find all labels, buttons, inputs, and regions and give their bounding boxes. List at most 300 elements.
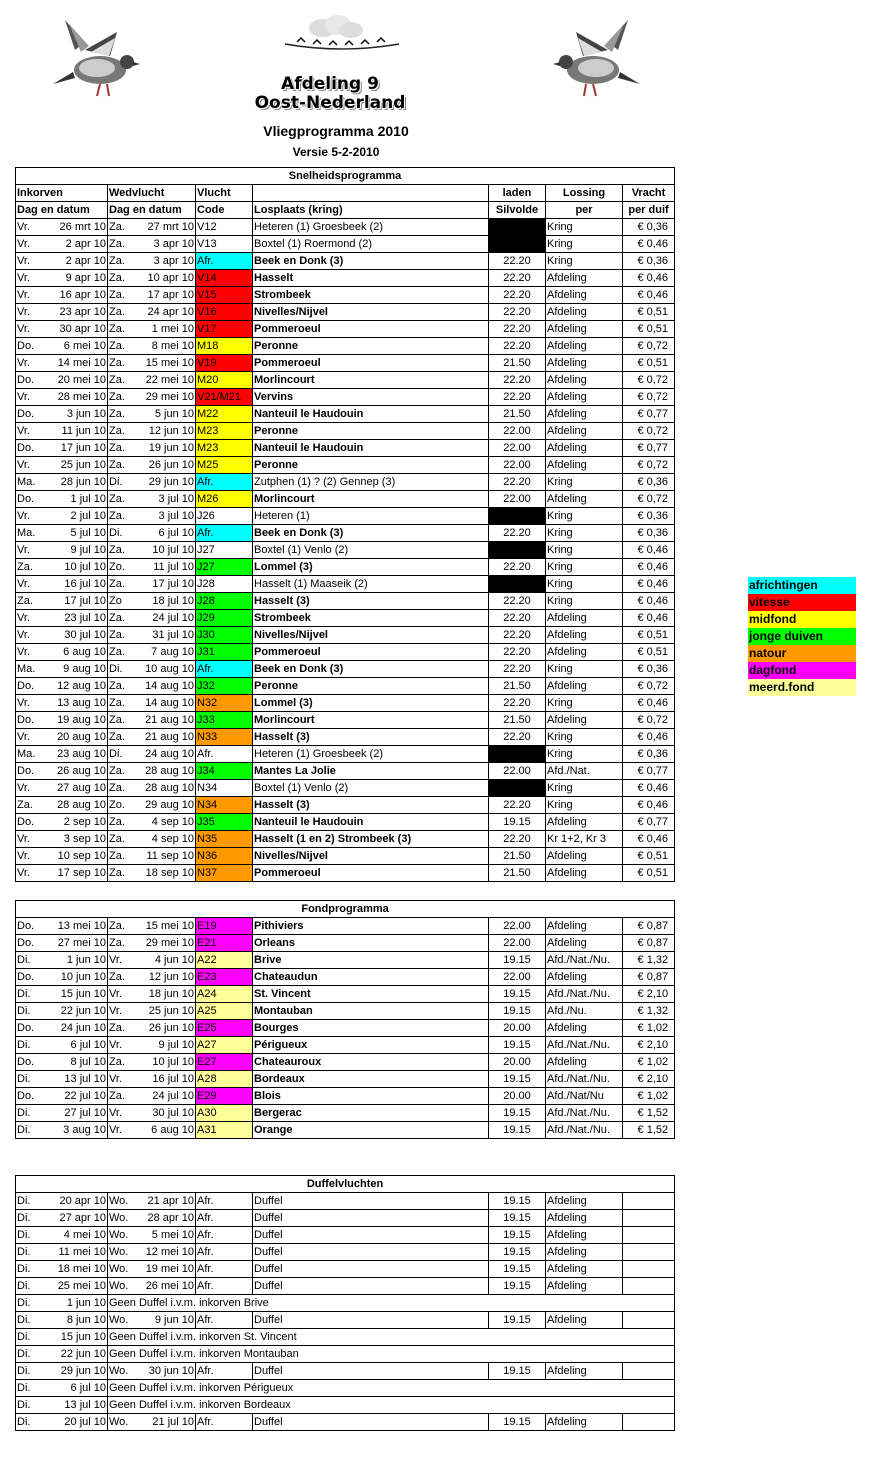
inkorf-date: 22 jul 10 bbox=[44, 1088, 108, 1105]
inkorf-day: Di. bbox=[16, 1122, 44, 1139]
vlucht-day: Za. bbox=[108, 372, 136, 389]
load-time: 22.20 bbox=[489, 610, 546, 627]
inkorf-day: Do. bbox=[16, 372, 44, 389]
release-scope: Afd./Nat/Nu bbox=[546, 1088, 623, 1105]
load-time: 19.15 bbox=[489, 1003, 546, 1020]
vlucht-day: Wo. bbox=[108, 1278, 136, 1295]
flight-code: Afr. bbox=[196, 1363, 253, 1380]
inkorf-day: Vr. bbox=[16, 304, 44, 321]
vlucht-date: 26 jun 10 bbox=[136, 457, 196, 474]
inkorf-date: 20 aug 10 bbox=[44, 729, 108, 746]
vlucht-date: 29 mei 10 bbox=[136, 935, 196, 952]
table-row bbox=[16, 236, 675, 253]
inkorf-day: Di. bbox=[16, 1295, 44, 1312]
vlucht-date: 18 jul 10 bbox=[136, 593, 196, 610]
club-title-line1: Afdeling 9 bbox=[281, 74, 379, 94]
vlucht-date: 9 jul 10 bbox=[136, 1037, 196, 1054]
price-per-bird: € 0,46 bbox=[623, 695, 675, 712]
inkorf-date: 13 mei 10 bbox=[44, 918, 108, 935]
inkorf-day: Za. bbox=[16, 593, 44, 610]
inkorf-date: 17 sep 10 bbox=[44, 865, 108, 882]
inkorf-date: 3 aug 10 bbox=[44, 1122, 108, 1139]
inkorf-date: 11 mei 10 bbox=[44, 1244, 108, 1261]
inkorf-date: 29 jun 10 bbox=[44, 1363, 108, 1380]
club-title-line2: Oost-Nederland bbox=[254, 93, 406, 113]
release-place: Duffel bbox=[253, 1244, 489, 1261]
release-scope: Afdeling bbox=[546, 865, 623, 882]
vlucht-date: 30 jun 10 bbox=[136, 1363, 196, 1380]
inkorf-day: Vr. bbox=[16, 644, 44, 661]
table-row bbox=[16, 1054, 675, 1071]
release-place: Heteren (1) Groesbeek (2) bbox=[253, 219, 489, 236]
table-row bbox=[16, 1193, 675, 1210]
vlucht-date: 25 jun 10 bbox=[136, 1003, 196, 1020]
table-row bbox=[16, 678, 675, 695]
vlucht-date: 29 mei 10 bbox=[136, 389, 196, 406]
release-place: Peronne bbox=[253, 457, 489, 474]
vlucht-date: 21 aug 10 bbox=[136, 712, 196, 729]
vlucht-date: 10 apr 10 bbox=[136, 270, 196, 287]
vlucht-day: Za. bbox=[108, 440, 136, 457]
flight-code: Afr. bbox=[196, 1193, 253, 1210]
inkorf-date: 30 apr 10 bbox=[44, 321, 108, 338]
inkorf-date: 15 jun 10 bbox=[44, 986, 108, 1003]
price-per-bird bbox=[623, 1363, 675, 1380]
release-place: Nivelles/Nijvel bbox=[253, 848, 489, 865]
flight-code: Afr. bbox=[196, 1227, 253, 1244]
table-row bbox=[16, 491, 675, 508]
price-per-bird: € 1,32 bbox=[623, 952, 675, 969]
table-row bbox=[16, 848, 675, 865]
table-row bbox=[16, 1227, 675, 1244]
vlucht-day: Wo. bbox=[108, 1227, 136, 1244]
flight-code: E29 bbox=[196, 1088, 253, 1105]
vlucht-day: Za. bbox=[108, 338, 136, 355]
release-place: Montauban bbox=[253, 1003, 489, 1020]
column-header: per duif bbox=[623, 202, 675, 219]
load-time: 21.50 bbox=[489, 865, 546, 882]
release-scope: Kring bbox=[546, 236, 623, 253]
inkorf-day: Vr. bbox=[16, 576, 44, 593]
flight-code: J33 bbox=[196, 712, 253, 729]
flight-code: N34 bbox=[196, 797, 253, 814]
release-place: Nanteuil le Haudouin bbox=[253, 814, 489, 831]
vlucht-date: 19 mei 10 bbox=[136, 1261, 196, 1278]
table-row bbox=[16, 1414, 675, 1431]
release-place: Duffel bbox=[253, 1363, 489, 1380]
flight-code: Afr. bbox=[196, 1278, 253, 1295]
price-per-bird: € 0,77 bbox=[623, 814, 675, 831]
flight-code: N34 bbox=[196, 780, 253, 797]
load-time: 22.20 bbox=[489, 321, 546, 338]
inkorf-date: 26 mrt 10 bbox=[44, 219, 108, 236]
column-header: Lossing bbox=[546, 185, 623, 202]
inkorf-date: 17 jul 10 bbox=[44, 593, 108, 610]
flight-code: M18 bbox=[196, 338, 253, 355]
inkorf-date: 16 jul 10 bbox=[44, 576, 108, 593]
inkorf-day: Di. bbox=[16, 1312, 44, 1329]
release-place: Hasselt (1) Maaseik (2) bbox=[253, 576, 489, 593]
table-row bbox=[16, 712, 675, 729]
vlucht-date: 28 apr 10 bbox=[136, 1210, 196, 1227]
release-place: Chateaudun bbox=[253, 969, 489, 986]
price-per-bird: € 0,46 bbox=[623, 729, 675, 746]
load-time: 22.20 bbox=[489, 797, 546, 814]
inkorf-day: Vr. bbox=[16, 355, 44, 372]
inkorf-date: 4 mei 10 bbox=[44, 1227, 108, 1244]
vlucht-day: Za. bbox=[108, 253, 136, 270]
release-scope: Afdeling bbox=[546, 406, 623, 423]
vlucht-date: 3 apr 10 bbox=[136, 236, 196, 253]
flight-code: Afr. bbox=[196, 661, 253, 678]
table-row bbox=[16, 1210, 675, 1227]
inkorf-day: Vr. bbox=[16, 865, 44, 882]
load-time: 20.00 bbox=[489, 1054, 546, 1071]
release-place: Nanteuil le Haudouin bbox=[253, 406, 489, 423]
flight-code: Afr. bbox=[196, 746, 253, 763]
inkorf-day: Do. bbox=[16, 763, 44, 780]
inkorf-date: 28 mei 10 bbox=[44, 389, 108, 406]
load-time: 20.00 bbox=[489, 1020, 546, 1037]
flight-code: N33 bbox=[196, 729, 253, 746]
load-time: 19.15 bbox=[489, 1210, 546, 1227]
flight-code: A25 bbox=[196, 1003, 253, 1020]
table-row bbox=[16, 814, 675, 831]
vlucht-day: Za. bbox=[108, 814, 136, 831]
vlucht-date: 29 aug 10 bbox=[136, 797, 196, 814]
release-scope: Afdeling bbox=[546, 678, 623, 695]
vlucht-date: 15 mei 10 bbox=[136, 918, 196, 935]
flight-code: Afr. bbox=[196, 525, 253, 542]
release-place: Hasselt (3) bbox=[253, 593, 489, 610]
release-scope: Afdeling bbox=[546, 287, 623, 304]
inkorf-date: 15 jun 10 bbox=[44, 1329, 108, 1346]
vlucht-day: Za. bbox=[108, 491, 136, 508]
release-scope: Afdeling bbox=[546, 389, 623, 406]
column-header: Inkorven bbox=[16, 185, 108, 202]
inkorf-date: 13 jul 10 bbox=[44, 1397, 108, 1414]
price-per-bird: € 0,77 bbox=[623, 440, 675, 457]
load-time: 19.15 bbox=[489, 1037, 546, 1054]
inkorf-date: 13 jul 10 bbox=[44, 1071, 108, 1088]
table-header-row bbox=[16, 202, 675, 219]
inkorf-day: Vr. bbox=[16, 831, 44, 848]
inkorf-day: Vr. bbox=[16, 508, 44, 525]
vlucht-date: 7 aug 10 bbox=[136, 644, 196, 661]
no-flight-note: Geen Duffel i.v.m. inkorven Brive bbox=[108, 1295, 675, 1312]
load-time: 22.00 bbox=[489, 457, 546, 474]
inkorf-date: 6 jul 10 bbox=[44, 1037, 108, 1054]
load-time: 22.20 bbox=[489, 304, 546, 321]
column-header: Losplaats (kring) bbox=[253, 202, 489, 219]
price-per-bird bbox=[623, 1210, 675, 1227]
price-per-bird: € 0,87 bbox=[623, 935, 675, 952]
release-place: Hasselt bbox=[253, 270, 489, 287]
load-time: 19.15 bbox=[489, 1122, 546, 1139]
table-row bbox=[16, 1346, 675, 1363]
vlucht-date: 10 aug 10 bbox=[136, 661, 196, 678]
fond-title-row bbox=[16, 901, 675, 918]
flight-code: M25 bbox=[196, 457, 253, 474]
release-scope: Kring bbox=[546, 695, 623, 712]
flight-code: M26 bbox=[196, 491, 253, 508]
vlucht-date: 10 jul 10 bbox=[136, 542, 196, 559]
table-row bbox=[16, 1397, 675, 1414]
flight-code: V19 bbox=[196, 355, 253, 372]
table-row bbox=[16, 287, 675, 304]
inkorf-date: 12 aug 10 bbox=[44, 678, 108, 695]
vlucht-day: Za. bbox=[108, 576, 136, 593]
release-place: Blois bbox=[253, 1088, 489, 1105]
release-place: Mantes La Jolie bbox=[253, 763, 489, 780]
flight-code: J32 bbox=[196, 678, 253, 695]
release-place: Strombeek bbox=[253, 287, 489, 304]
release-scope: Afdeling bbox=[546, 1414, 623, 1431]
price-per-bird bbox=[623, 1193, 675, 1210]
vlucht-day: Za. bbox=[108, 610, 136, 627]
inkorf-day: Di. bbox=[16, 1003, 44, 1020]
load-time: 19.15 bbox=[489, 952, 546, 969]
table-row bbox=[16, 661, 675, 678]
vlucht-date: 18 sep 10 bbox=[136, 865, 196, 882]
table-row bbox=[16, 969, 675, 986]
release-place: Pommeroeul bbox=[253, 865, 489, 882]
table-row bbox=[16, 1363, 675, 1380]
release-place: Duffel bbox=[253, 1261, 489, 1278]
table-row bbox=[16, 576, 675, 593]
flight-code: J29 bbox=[196, 610, 253, 627]
release-place: Bourges bbox=[253, 1020, 489, 1037]
inkorf-day: Di. bbox=[16, 1261, 44, 1278]
release-scope: Afd./Nu. bbox=[546, 1003, 623, 1020]
flight-code: Afr. bbox=[196, 1244, 253, 1261]
table-row bbox=[16, 935, 675, 952]
vlucht-day: Wo. bbox=[108, 1312, 136, 1329]
vlucht-day: Za. bbox=[108, 1088, 136, 1105]
load-time: 22.20 bbox=[489, 593, 546, 610]
version-label: Versie 5-2-2010 bbox=[292, 145, 380, 159]
release-place: Duffel bbox=[253, 1278, 489, 1295]
flight-code: V12 bbox=[196, 219, 253, 236]
inkorf-date: 20 apr 10 bbox=[44, 1193, 108, 1210]
release-scope: Afdeling bbox=[546, 848, 623, 865]
table-row bbox=[16, 1088, 675, 1105]
inkorf-date: 10 sep 10 bbox=[44, 848, 108, 865]
table-row bbox=[16, 918, 675, 935]
column-header: Vracht bbox=[623, 185, 675, 202]
inkorf-day: Vr. bbox=[16, 389, 44, 406]
price-per-bird: € 0,87 bbox=[623, 969, 675, 986]
flight-code: A22 bbox=[196, 952, 253, 969]
price-per-bird: € 0,51 bbox=[623, 644, 675, 661]
load-time: 22.20 bbox=[489, 729, 546, 746]
price-per-bird: € 1,52 bbox=[623, 1105, 675, 1122]
snelheid-title-row bbox=[16, 168, 675, 185]
release-scope: Kring bbox=[546, 576, 623, 593]
vlucht-date: 3 jul 10 bbox=[136, 491, 196, 508]
load-time: 19.15 bbox=[489, 814, 546, 831]
duffel-title: Duffelvluchten bbox=[16, 1176, 675, 1193]
load-time: 22.00 bbox=[489, 763, 546, 780]
vlucht-day: Za. bbox=[108, 848, 136, 865]
inkorf-day: Di. bbox=[16, 1227, 44, 1244]
load-time: 22.00 bbox=[489, 918, 546, 935]
release-place: Morlincourt bbox=[253, 712, 489, 729]
flight-code: N35 bbox=[196, 831, 253, 848]
column-header: Silvolde bbox=[489, 202, 546, 219]
vlucht-day: Za. bbox=[108, 321, 136, 338]
flight-code: V17 bbox=[196, 321, 253, 338]
price-per-bird: € 0,36 bbox=[623, 219, 675, 236]
flight-code: J31 bbox=[196, 644, 253, 661]
release-place: Chateauroux bbox=[253, 1054, 489, 1071]
inkorf-day: Za. bbox=[16, 559, 44, 576]
inkorf-date: 2 sep 10 bbox=[44, 814, 108, 831]
flight-code: Afr. bbox=[196, 1210, 253, 1227]
release-scope: Kring bbox=[546, 780, 623, 797]
inkorf-day: Do. bbox=[16, 406, 44, 423]
vlucht-day: Di. bbox=[108, 746, 136, 763]
vlucht-day: Di. bbox=[108, 525, 136, 542]
column-header: Dag en datum bbox=[108, 202, 196, 219]
price-per-bird bbox=[623, 1414, 675, 1431]
release-scope: Afdeling bbox=[546, 304, 623, 321]
release-scope: Afdeling bbox=[546, 321, 623, 338]
inkorf-day: Do. bbox=[16, 678, 44, 695]
vlucht-date: 5 jun 10 bbox=[136, 406, 196, 423]
inkorf-date: 22 jun 10 bbox=[44, 1003, 108, 1020]
load-time: 22.00 bbox=[489, 935, 546, 952]
load-time: 22.00 bbox=[489, 423, 546, 440]
table-row bbox=[16, 219, 675, 236]
price-per-bird: € 1,32 bbox=[623, 1003, 675, 1020]
table-row bbox=[16, 865, 675, 882]
inkorf-date: 18 mei 10 bbox=[44, 1261, 108, 1278]
inkorf-day: Vr. bbox=[16, 321, 44, 338]
inkorf-date: 23 apr 10 bbox=[44, 304, 108, 321]
inkorf-date: 9 jul 10 bbox=[44, 542, 108, 559]
vlucht-day: Za. bbox=[108, 406, 136, 423]
flight-code: J27 bbox=[196, 559, 253, 576]
release-scope: Afdeling bbox=[546, 338, 623, 355]
release-place: St. Vincent bbox=[253, 986, 489, 1003]
flight-code: V13 bbox=[196, 236, 253, 253]
flight-code: A31 bbox=[196, 1122, 253, 1139]
legend-item: dagfond bbox=[748, 662, 856, 679]
price-per-bird: € 0,77 bbox=[623, 406, 675, 423]
flight-code: J35 bbox=[196, 814, 253, 831]
load-time: 19.15 bbox=[489, 1071, 546, 1088]
vlucht-date: 14 aug 10 bbox=[136, 678, 196, 695]
table-row bbox=[16, 729, 675, 746]
flight-code: V15 bbox=[196, 287, 253, 304]
table-row bbox=[16, 1037, 675, 1054]
price-per-bird: € 0,46 bbox=[623, 797, 675, 814]
release-scope: Afd./Nat./Nu. bbox=[546, 1071, 623, 1088]
inkorf-day: Di. bbox=[16, 1397, 44, 1414]
price-per-bird bbox=[623, 1261, 675, 1278]
price-per-bird: € 1,02 bbox=[623, 1054, 675, 1071]
release-place: Beek en Donk (3) bbox=[253, 253, 489, 270]
inkorf-date: 6 aug 10 bbox=[44, 644, 108, 661]
cloud-birds-icon bbox=[283, 14, 401, 59]
release-scope: Kring bbox=[546, 508, 623, 525]
price-per-bird: € 0,72 bbox=[623, 389, 675, 406]
release-scope: Kring bbox=[546, 542, 623, 559]
flight-code: A27 bbox=[196, 1037, 253, 1054]
load-time: 22.20 bbox=[489, 559, 546, 576]
pigeon-right-icon bbox=[553, 12, 648, 107]
vlucht-date: 9 jun 10 bbox=[136, 1312, 196, 1329]
inkorf-day: Di. bbox=[16, 986, 44, 1003]
vlucht-date: 18 jun 10 bbox=[136, 986, 196, 1003]
load-time bbox=[489, 219, 546, 236]
vlucht-day: Vr. bbox=[108, 1037, 136, 1054]
release-place: Pommeroeul bbox=[253, 644, 489, 661]
inkorf-date: 3 jun 10 bbox=[44, 406, 108, 423]
price-per-bird: € 0,46 bbox=[623, 542, 675, 559]
flight-code: Afr. bbox=[196, 474, 253, 491]
price-per-bird: € 0,51 bbox=[623, 865, 675, 882]
duffel-table bbox=[15, 1175, 675, 1431]
release-scope: Afdeling bbox=[546, 457, 623, 474]
price-per-bird: € 0,46 bbox=[623, 236, 675, 253]
price-per-bird: € 0,77 bbox=[623, 763, 675, 780]
price-per-bird bbox=[623, 1227, 675, 1244]
inkorf-day: Di. bbox=[16, 1244, 44, 1261]
vlucht-day: Za. bbox=[108, 304, 136, 321]
vlucht-date: 12 jun 10 bbox=[136, 969, 196, 986]
release-scope: Afdeling bbox=[546, 644, 623, 661]
release-place: Orleans bbox=[253, 935, 489, 952]
load-time: 19.15 bbox=[489, 1105, 546, 1122]
inkorf-day: Vr. bbox=[16, 542, 44, 559]
load-time: 22.20 bbox=[489, 338, 546, 355]
load-time: 19.15 bbox=[489, 1193, 546, 1210]
vlucht-day: Vr. bbox=[108, 1105, 136, 1122]
load-time bbox=[489, 746, 546, 763]
inkorf-day: Di. bbox=[16, 1380, 44, 1397]
release-scope: Afd./Nat./Nu. bbox=[546, 1037, 623, 1054]
release-scope: Afdeling bbox=[546, 440, 623, 457]
flight-code: A24 bbox=[196, 986, 253, 1003]
table-row bbox=[16, 1244, 675, 1261]
price-per-bird: € 0,72 bbox=[623, 678, 675, 695]
flight-code: V21/M21 bbox=[196, 389, 253, 406]
table-row bbox=[16, 1122, 675, 1139]
inkorf-day: Vr. bbox=[16, 695, 44, 712]
vlucht-date: 15 mei 10 bbox=[136, 355, 196, 372]
flight-code: Afr. bbox=[196, 1261, 253, 1278]
release-place: Hasselt (1 en 2) Strombeek (3) bbox=[253, 831, 489, 848]
release-place: Bergerac bbox=[253, 1105, 489, 1122]
inkorf-day: Ma. bbox=[16, 661, 44, 678]
vlucht-day: Za. bbox=[108, 935, 136, 952]
load-time: 19.15 bbox=[489, 1244, 546, 1261]
vlucht-date: 4 sep 10 bbox=[136, 831, 196, 848]
price-per-bird: € 0,87 bbox=[623, 918, 675, 935]
inkorf-date: 9 apr 10 bbox=[44, 270, 108, 287]
release-scope: Afdeling bbox=[546, 1278, 623, 1295]
vlucht-date: 3 jul 10 bbox=[136, 508, 196, 525]
flight-code: J34 bbox=[196, 763, 253, 780]
price-per-bird: € 0,46 bbox=[623, 287, 675, 304]
inkorf-day: Vr. bbox=[16, 848, 44, 865]
flight-code: Afr. bbox=[196, 253, 253, 270]
inkorf-day: Vr. bbox=[16, 270, 44, 287]
column-header: laden bbox=[489, 185, 546, 202]
inkorf-date: 23 aug 10 bbox=[44, 746, 108, 763]
